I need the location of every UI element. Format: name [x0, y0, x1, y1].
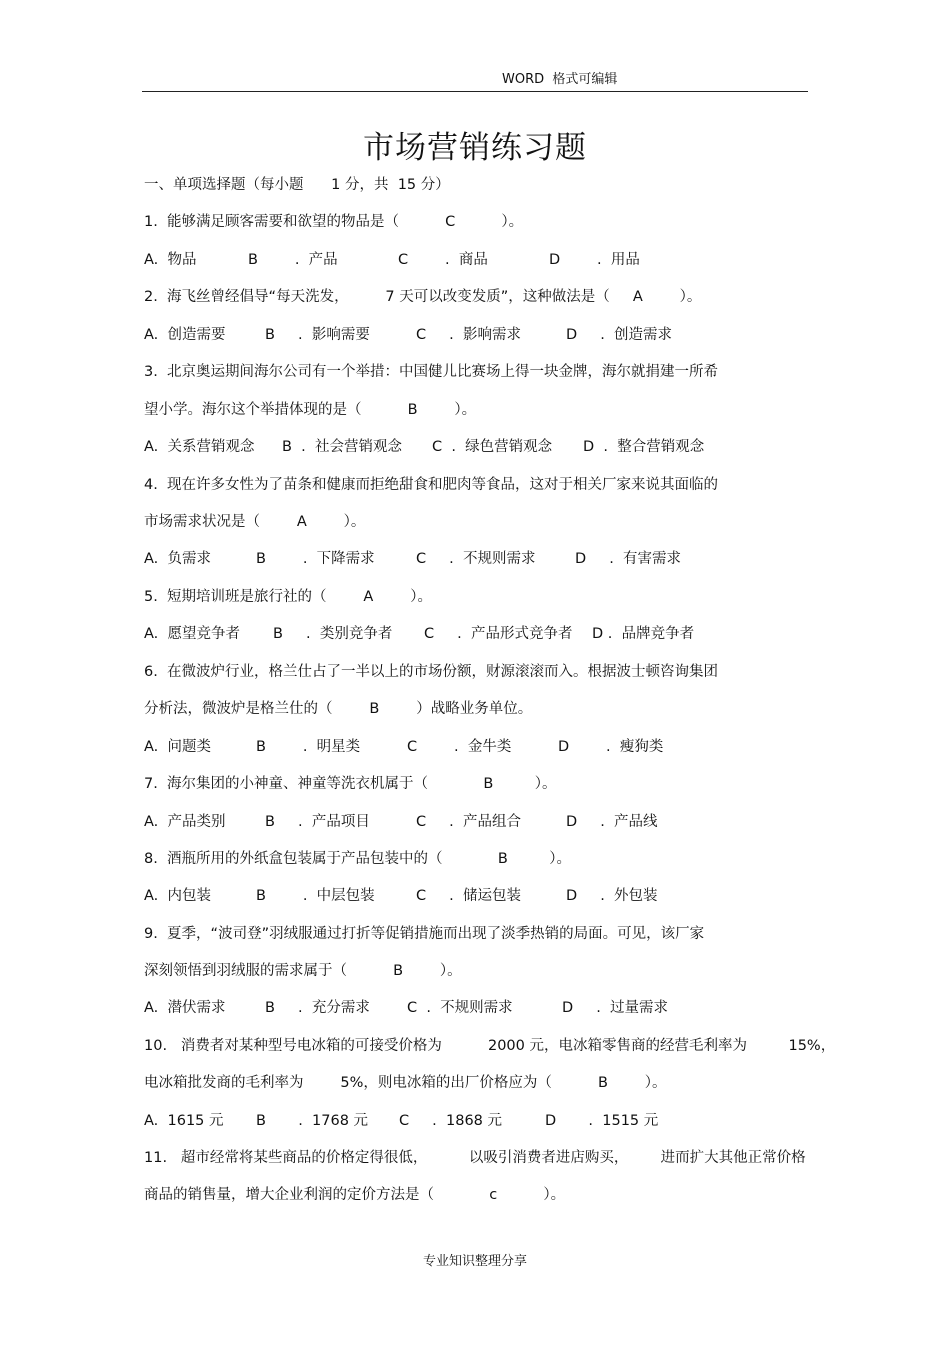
q9-option-c: C . 不规则需求 [407, 1000, 513, 1016]
q6-option-b: B . 明星类 [256, 739, 361, 755]
question-11-line-2: 商品的销售量，增大企业利润的定价方法是（ c ）。 [144, 1187, 566, 1203]
question-1: 1. 能够满足顾客需要和欲望的物品是（ C ）。 [144, 214, 524, 230]
q10-option-c: C . 1868 元 [399, 1113, 503, 1129]
question-2: 2. 海飞丝曾经倡导“每天洗发， 7 天可以改变发质”，这种做法是（ A ）。 [144, 289, 702, 305]
q3-option-b: B . 社会营销观念 [282, 439, 402, 455]
q6-option-c: C . 金牛类 [407, 739, 512, 755]
q7-option-a: A. 产品类别 [144, 814, 226, 830]
q8-option-c: C . 储运包装 [416, 888, 521, 904]
question-4-line-1: 4. 现在许多女性为了苗条和健康而拒绝甜食和肥肉等食品，这对于相关厂家来说其面临的 [144, 477, 719, 493]
header-divider [142, 91, 808, 92]
question-8: 8. 酒瓶所用的外纸盒包装属于产品包装中的（ B ）。 [144, 851, 572, 867]
section-heading: 一、单项选择题（每小题 1 分，共 15 分） [144, 177, 450, 193]
q4-option-c: C . 不规则需求 [416, 551, 536, 567]
page-footer-text: 专业知识整理分享 [422, 1254, 527, 1269]
q3-option-c: C . 绿色营销观念 [432, 439, 553, 455]
question-4-line-2: 市场需求状况是（ A ）。 [144, 514, 366, 530]
question-6-line-1: 6. 在微波炉行业，格兰仕占了一半以上的市场份额，财源滚滚而入。根据波士顿咨询集团 [144, 664, 719, 680]
q1-option-c: C . 商品 [398, 252, 488, 268]
question-11-line-1: 11. 超市经常将某些商品的价格定得很低， 以吸引消费者进店购买， 进而扩大其他正常价格 [144, 1150, 806, 1166]
question-5: 5. 短期培训班是旅行社的（ A ）。 [144, 589, 432, 605]
q10-option-d: D . 1515 元 [545, 1113, 659, 1129]
q5-option-d: D . 品牌竞争者 [592, 626, 695, 642]
q3-option-a: A. 关系营销观念 [144, 439, 255, 455]
q4-option-d: D . 有害需求 [575, 551, 682, 567]
q5-option-b: B . 类别竞争者 [273, 626, 393, 642]
question-10-line-1: 10. 消费者对某种型号电冰箱的可接受价格为 2000 元，电冰箱零售商的经营毛利率为 15%， [144, 1038, 836, 1054]
question-9-line-1: 9. 夏季，“波司登”羽绒服通过打折等促销措施而出现了淡季热销的局面。可见，该厂家 [144, 926, 705, 942]
q2-option-b: B . 影响需要 [265, 327, 370, 343]
q7-option-b: B . 产品项目 [265, 814, 370, 830]
q6-option-a: A. 问题类 [144, 739, 211, 755]
q7-option-d: D . 产品线 [566, 814, 658, 830]
q4-option-b: B . 下降需求 [256, 551, 375, 567]
q4-option-a: A. 负需求 [144, 551, 211, 567]
q6-option-d: D . 瘦狗类 [558, 739, 664, 755]
q2-option-d: D . 创造需求 [566, 327, 673, 343]
q8-option-d: D . 外包装 [566, 888, 658, 904]
question-6-line-2: 分析法，微波炉是格兰仕的（ B ）战略业务单位。 [144, 701, 533, 717]
q9-option-a: A. 潜伏需求 [144, 1000, 226, 1016]
q9-option-d: D . 过量需求 [562, 1000, 669, 1016]
question-9-line-2: 深刻领悟到羽绒服的需求属于（ B ）。 [144, 963, 462, 979]
q1-option-b: B . 产品 [248, 252, 338, 268]
q1-option-a: A. 物品 [144, 252, 197, 268]
q2-option-a: A. 创造需要 [144, 327, 226, 343]
q1-option-d: D . 用品 [549, 252, 640, 268]
page-header-text: WORD 格式可编辑 [502, 72, 618, 87]
question-10-line-2: 电冰箱批发商的毛利率为 5%，则电冰箱的出厂价格应为（ B ）。 [144, 1075, 667, 1091]
question-3-line-1: 3. 北京奥运期间海尔公司有一个举措：中国健儿比赛场上得一块金牌，海尔就捐建一所希 [144, 364, 719, 380]
q2-option-c: C . 影响需求 [416, 327, 521, 343]
question-3-line-2: 望小学。海尔这个举措体现的是（ B ）。 [144, 402, 477, 418]
q9-option-b: B . 充分需求 [265, 1000, 370, 1016]
q5-option-a: A. 愿望竞争者 [144, 626, 240, 642]
q10-option-a: A. 1615 元 [144, 1113, 224, 1129]
q10-option-b: B . 1768 元 [256, 1113, 369, 1129]
question-7: 7. 海尔集团的小神童、神童等洗衣机属于（ B ）。 [144, 776, 557, 792]
q8-option-a: A. 内包装 [144, 888, 211, 904]
q8-option-b: B . 中层包装 [256, 888, 375, 904]
q7-option-c: C . 产品组合 [416, 814, 521, 830]
q5-option-c: C . 产品形式竞争者 [424, 626, 573, 642]
document-title: 市场营销练习题 [363, 130, 587, 166]
q3-option-d: D . 整合营销观念 [583, 439, 705, 455]
